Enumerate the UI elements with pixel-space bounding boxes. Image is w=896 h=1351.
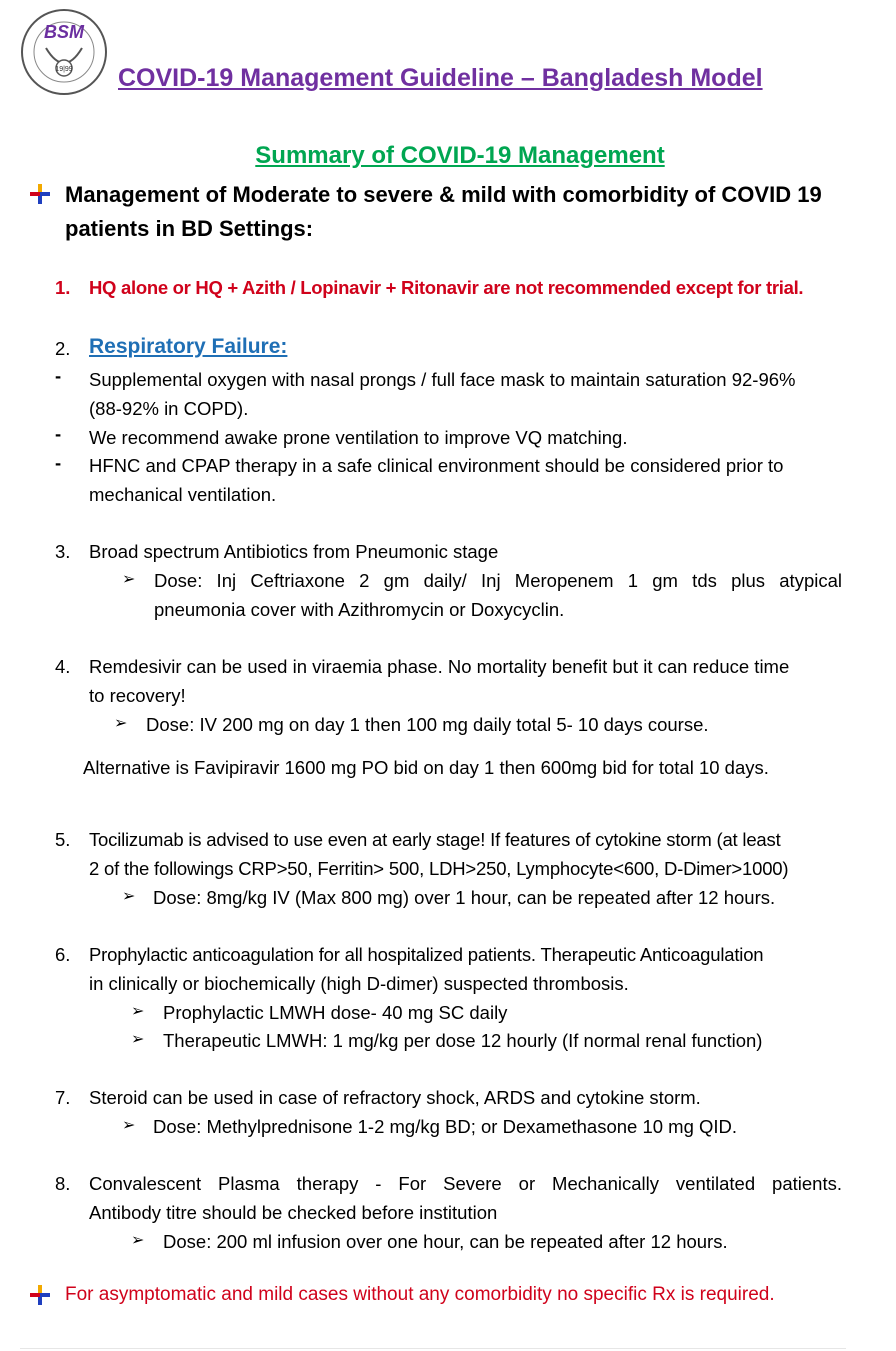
item-4-dose: Dose: IV 200 mg on day 1 then 100 mg daily total 5- 10 days course. <box>146 714 709 735</box>
summary-subtitle: Summary of COVID-19 Management <box>255 142 665 169</box>
bsm-logo <box>20 8 108 96</box>
item-4-line-1: Remdesivir can be used in viraemia phase. No mortality benefit but it can reduce time <box>89 656 790 677</box>
item-6-therapeutic-dose: Therapeutic LMWH: 1 mg/kg per dose 12 hourly (If normal renal function) <box>163 1030 763 1051</box>
hfnc-line-2: mechanical ventilation. <box>89 484 277 505</box>
heading-line-2: patients in BD Settings: <box>65 216 314 241</box>
item-5-dose: Dose: 8mg/kg IV (Max 800 mg) over 1 hour, can be repeated after 12 hours. <box>153 887 776 908</box>
item-5-line-2: 2 of the followings CRP>50, Ferritin> 500, LDH>250, Lymphocyte<600, D-Dimer>1000) <box>89 858 789 879</box>
arrow-bullet-icon: ➢ <box>122 1117 136 1134</box>
hfnc-line-1: HFNC and CPAP therapy in a safe clinical environment should be considered prior to <box>89 455 784 476</box>
item-3-number: 3. <box>55 541 71 562</box>
item-6-line-2: in clinically or biochemically (high D-dimer) suspected thrombosis. <box>89 973 629 994</box>
svg-text:BSM: BSM <box>44 22 84 42</box>
item-1-number: 1. <box>55 277 71 298</box>
heading-line-1: Management of Moderate to severe & mild with comorbidity of COVID 19 <box>65 182 822 207</box>
item-7-dose: Dose: Methylprednisone 1-2 mg/kg BD; or Dexamethasone 10 mg QID. <box>153 1116 738 1137</box>
arrow-bullet-icon: ➢ <box>131 1003 145 1020</box>
plus-bullet-icon <box>30 184 50 204</box>
svg-text:19|99: 19|99 <box>55 66 73 73</box>
item-3-text: Broad spectrum Antibiotics from Pneumonic stage <box>89 541 499 562</box>
page-title: COVID-19 Management Guideline – Bangladesh Model <box>118 64 763 92</box>
item-7-number: 7. <box>55 1087 71 1108</box>
oxygen-line-2: (88-92% in COPD). <box>89 398 249 419</box>
item-8-number: 8. <box>55 1173 71 1194</box>
arrow-bullet-icon: ➢ <box>122 888 136 905</box>
item-4-alternative: Alternative is Favipiravir 1600 mg PO bid on day 1 then 600mg bid for total 10 days. <box>83 757 769 778</box>
footer-note <box>30 1280 860 1310</box>
prone-ventilation-text: We recommend awake prone ventilation to improve VQ matching. <box>89 427 628 448</box>
footer-text: For asymptomatic and mild cases without any comorbidity no specific Rx is required. <box>65 1284 775 1305</box>
arrow-bullet-icon: ➢ <box>122 571 136 588</box>
item-3-dose-line-2: pneumonia cover with Azithromycin or Doxycyclin. <box>154 599 565 620</box>
item-4-number: 4. <box>55 656 71 677</box>
item-6-line-1: Prophylactic anticoagulation for all hospitalized patients. Therapeutic Anticoagulation <box>89 944 764 965</box>
arrow-bullet-icon: ➢ <box>114 715 128 732</box>
bottom-divider <box>20 1348 846 1349</box>
item-2-number: 2. <box>55 338 71 359</box>
item-6-prophylactic-dose: Prophylactic LMWH dose- 40 mg SC daily <box>163 1002 508 1023</box>
dash-bullet: - <box>55 423 62 444</box>
item-5-line-1: Tocilizumab is advised to use even at early stage! If features of cytokine storm (at least <box>89 829 781 850</box>
plus-bullet-icon <box>30 1285 50 1305</box>
arrow-bullet-icon: ➢ <box>131 1031 145 1048</box>
item-3-dose-line-1: Dose: Inj Ceftriaxone 2 gm daily/ Inj Meropenem 1 gm tds plus atypical <box>154 570 842 591</box>
oxygen-line-1: Supplemental oxygen with nasal prongs / full face mask to maintain saturation 92-96% <box>89 369 796 390</box>
respiratory-failure-title: Respiratory Failure: <box>89 335 288 358</box>
dash-bullet: - <box>55 452 62 473</box>
item-8-line-2: Antibody titre should be checked before institution <box>89 1202 498 1223</box>
item-8-line-1: Convalescent Plasma therapy - For Severe or Mechanically ventilated patients. <box>89 1173 842 1194</box>
item-5-number: 5. <box>55 829 71 850</box>
item-6-number: 6. <box>55 944 71 965</box>
dash-bullet: - <box>55 365 62 386</box>
item-1-text: HQ alone or HQ + Azith / Lopinavir + Ritonavir are not recommended except for trial. <box>89 277 804 298</box>
item-4-line-2: to recovery! <box>89 685 186 706</box>
item-8-dose: Dose: 200 ml infusion over one hour, can be repeated after 12 hours. <box>163 1231 728 1252</box>
arrow-bullet-icon: ➢ <box>131 1232 145 1249</box>
item-7-text: Steroid can be used in case of refractory shock, ARDS and cytokine storm. <box>89 1087 701 1108</box>
